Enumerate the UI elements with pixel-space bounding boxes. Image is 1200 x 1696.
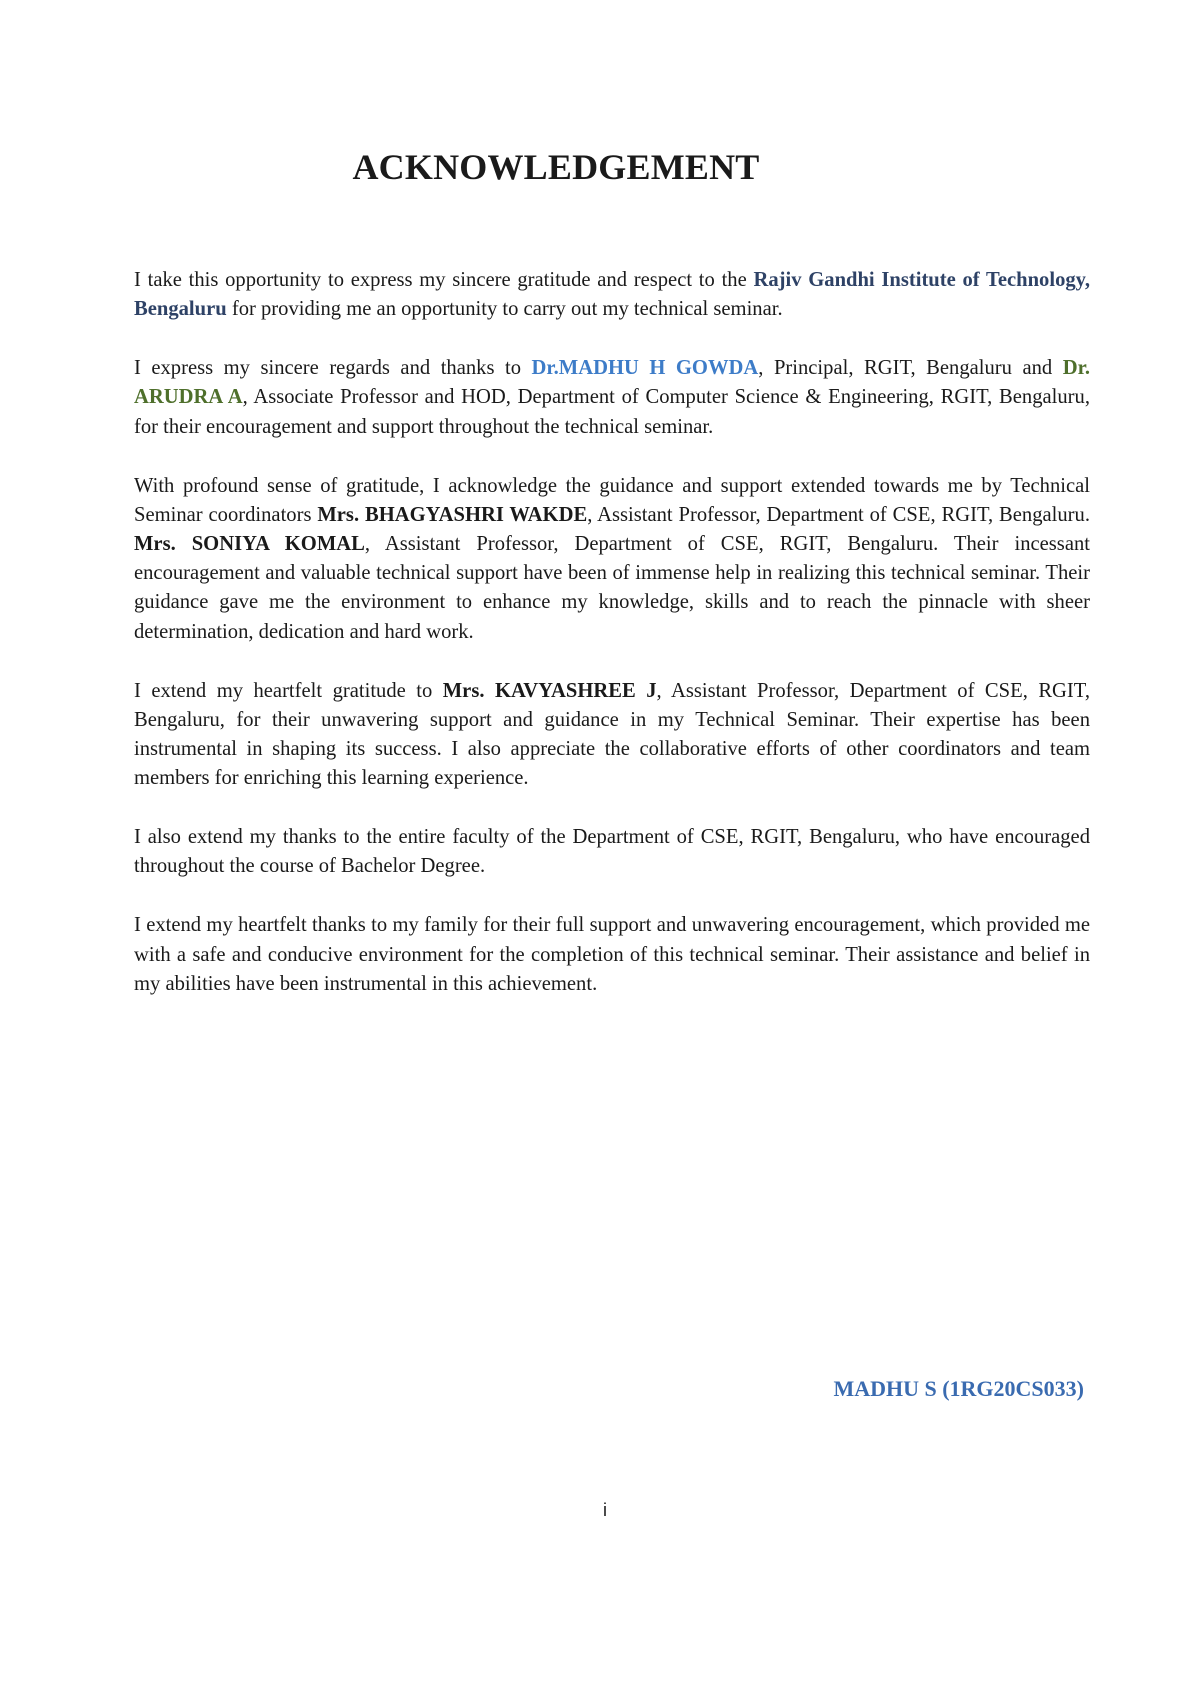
text-run: , Assistant Professor, Department of CSE, RGIT, Bengaluru. Their incessant encouragement and valuable technical support have been of immense help in realizing this technical seminar. Their guidance gave me the environment to enhance my knowledge, skills and to reach the pinnacle with sheer determination, dedication and hard work. [134, 533, 1090, 643]
principal-name: Dr.MADHU H GOWDA [531, 357, 759, 380]
page-title: ACKNOWLEDGEMENT [352, 147, 760, 187]
student-signature: MADHU S (1RG20CS033) [833, 1376, 1084, 1401]
text-run: , Assistant Professor, Department of CSE, RGIT, Bengaluru, for their unwavering support and guidance in my Technical Seminar. Their expertise has been instrumental in shaping its success. I also appreciate the collaborative efforts of other coordinators and team members for enriching this learning experience. [134, 679, 1090, 790]
paragraph-institute [134, 266, 1090, 324]
text-run: With profound sense of gratitude, I acknowledge the guidance and support extended towards me by Technical Seminar coordinators [134, 474, 1090, 526]
coordinator-name: Mrs. SONIYA KOMAL [134, 533, 365, 556]
text-run: , Assistant Professor, Department of CSE, RGIT, Bengaluru. [587, 503, 1090, 526]
paragraph-guide [134, 677, 1090, 794]
text-run: I extend my heartfelt thanks to my family for their full support and unwavering encouragement, which provided me with a safe and conducive environment for the completion of this technical seminar. Their assistance and belief in my abilities have been instrumental in this achievement. [134, 914, 1090, 995]
text-run: I take this opportunity to express my sincere gratitude and respect to the [134, 269, 754, 291]
text-run: I extend my heartfelt gratitude to [134, 679, 443, 702]
text-run: I express my sincere regards and thanks to [134, 357, 532, 380]
paragraph-principal-hod [134, 354, 1090, 442]
paragraph-faculty [134, 823, 1090, 881]
text-run: for providing me an opportunity to carry out my technical seminar. [226, 298, 783, 321]
paragraph-family [134, 911, 1090, 999]
acknowledgement-body [134, 266, 1090, 1029]
hod-name: Dr. ARUDRA A [134, 357, 1090, 409]
guide-name: Mrs. KAVYASHREE J [442, 679, 657, 702]
text-run: , Principal, RGIT, Bengaluru and [758, 357, 1063, 380]
page-number: i [603, 1500, 607, 1520]
coordinator-name: Mrs. BHAGYASHRI WAKDE [317, 503, 588, 526]
institute-name: Rajiv Gandhi Institute of Technology, Bengaluru [134, 269, 1090, 321]
text-run: , Associate Professor and HOD, Department of Computer Science & Engineering, RGIT, Bengaluru, for their encouragement and support throughout the technical seminar. [134, 386, 1090, 438]
text-run: I also extend my thanks to the entire faculty of the Department of CSE, RGIT, Bengaluru, who have encouraged throughout the course of Bachelor Degree. [134, 826, 1090, 878]
paragraph-coordinators [134, 472, 1090, 647]
